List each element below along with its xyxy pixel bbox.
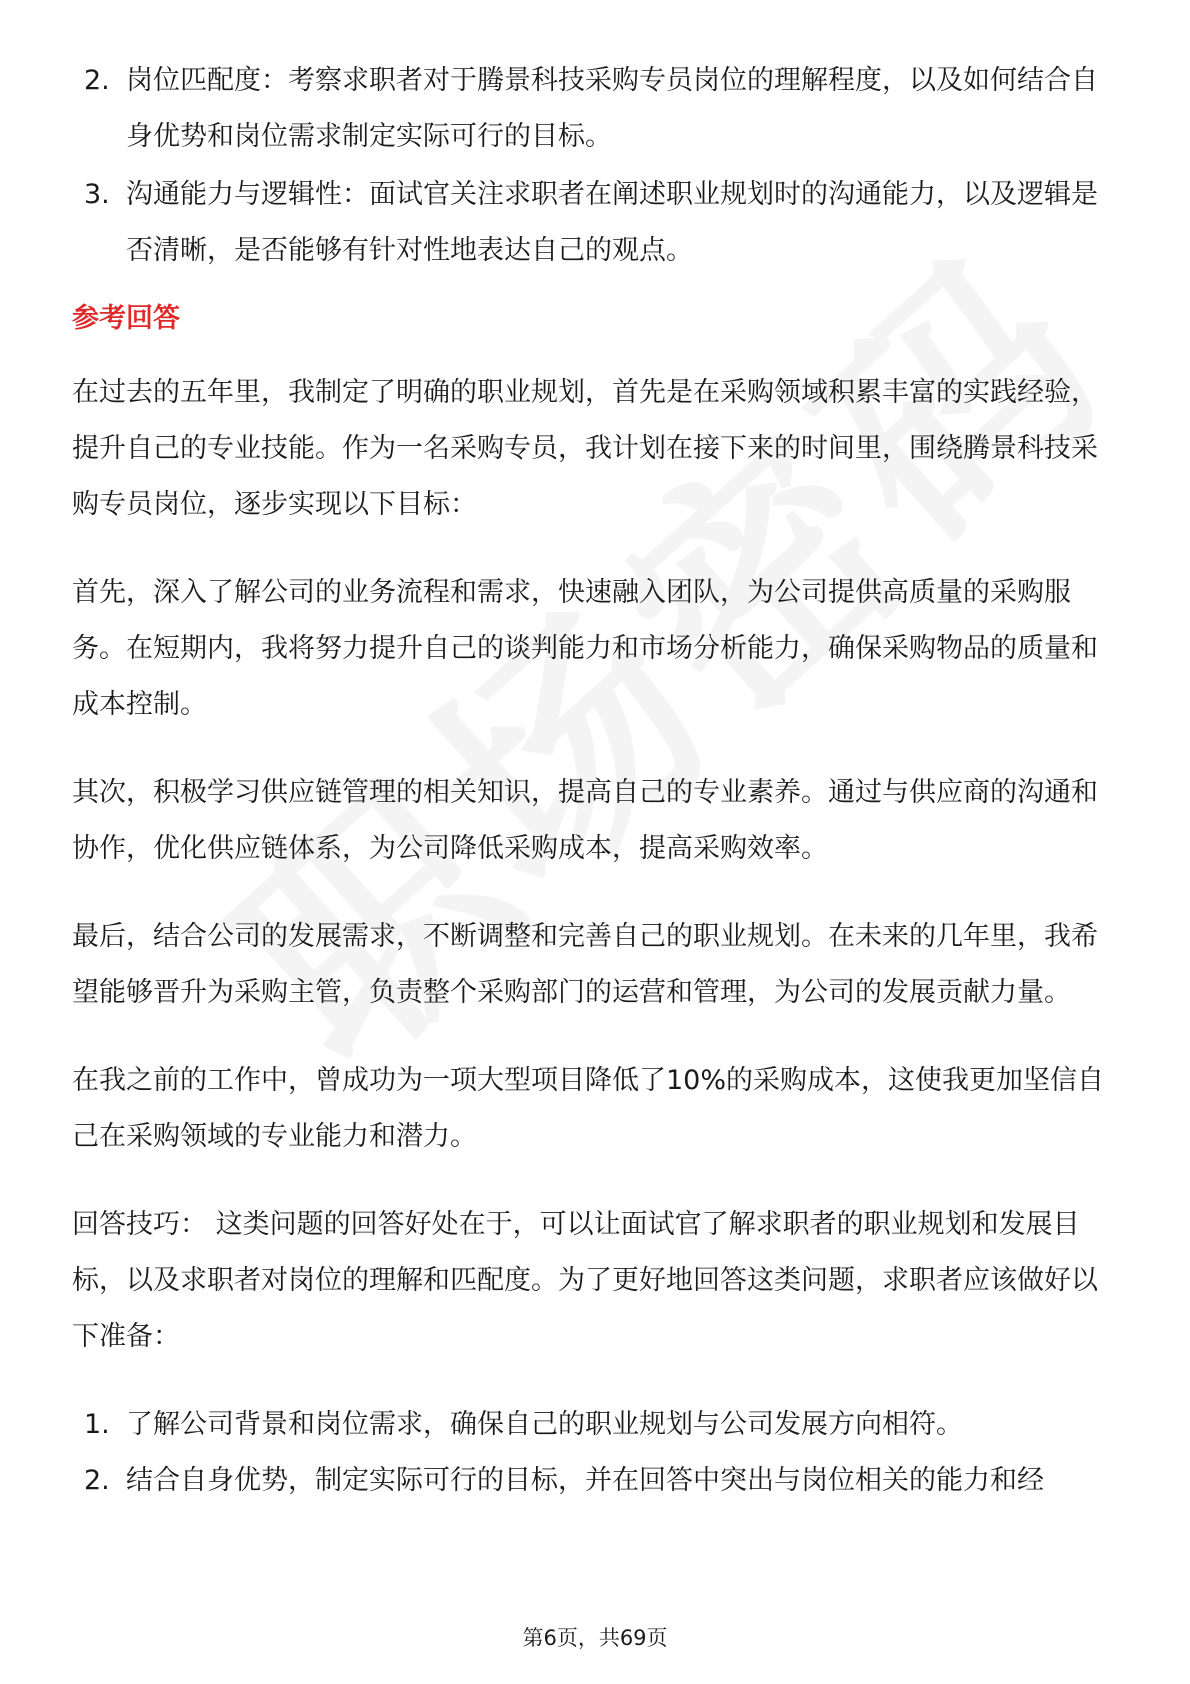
list-text: 了解公司背景和岗位需求，确保自己的职业规划与公司发展方向相符。 [126, 1409, 963, 1440]
list-text: 结合自身优势，制定实际可行的目标，并在回答中突出与岗位相关的能力和经 [126, 1465, 1044, 1496]
list-text: 岗位匹配度：考察求职者对于腾景科技采购专员岗位的理解程度，以及如何结合自身优势和岗位需求制定实际可行的目标。 [126, 65, 1098, 152]
list-number: 2. [84, 65, 110, 96]
criteria-list [72, 53, 1122, 279]
preparation-list [72, 1397, 1122, 1509]
list-item [72, 53, 1122, 165]
list-number: 3. [84, 179, 110, 210]
list-text: 沟通能力与逻辑性：面试官关注求职者在阐述职业规划时的沟通能力，以及逻辑是否清晰，是否能够有针对性地表达自己的观点。 [126, 179, 1098, 266]
list-item [72, 167, 1122, 279]
list-number: 2. [84, 1465, 110, 1496]
paragraph: 在过去的五年里，我制定了明确的职业规划，首先是在采购领域积累丰富的实践经验，提升自己的专业技能。作为一名采购专员，我计划在接下来的时间里，围绕腾景科技采购专员岗位，逐步实现以下目标： [72, 377, 1098, 520]
page-content [72, 53, 1122, 1509]
section-title: 参考回答 [72, 303, 180, 334]
list-item [72, 1397, 1122, 1453]
paragraph: 首先，深入了解公司的业务流程和需求，快速融入团队，为公司提供高质量的采购服务。在短期内，我将努力提升自己的谈判能力和市场分析能力，确保采购物品的质量和成本控制。 [72, 577, 1098, 720]
list-item [72, 1453, 1122, 1509]
paragraph: 回答技巧： 这类问题的回答好处在于，可以让面试官了解求职者的职业规划和发展目标，以及求职者对岗位的理解和匹配度。为了更好地回答这类问题，求职者应该做好以下准备： [72, 1209, 1098, 1352]
paragraph: 最后，结合公司的发展需求，不断调整和完善自己的职业规划。在未来的几年里，我希望能够晋升为采购主管，负责整个采购部门的运营和管理，为公司的发展贡献力量。 [72, 921, 1098, 1008]
paragraph: 在我之前的工作中，曾成功为一项大型项目降低了10%的采购成本，这使我更加坚信自己在采购领域的专业能力和潜力。 [72, 1065, 1105, 1152]
page-footer: 第6页，共69页 [522, 1626, 668, 1650]
list-number: 1. [84, 1409, 110, 1440]
paragraph: 其次，积极学习供应链管理的相关知识，提高自己的专业素养。通过与供应商的沟通和协作，优化供应链体系，为公司降低采购成本，提高采购效率。 [72, 777, 1098, 864]
